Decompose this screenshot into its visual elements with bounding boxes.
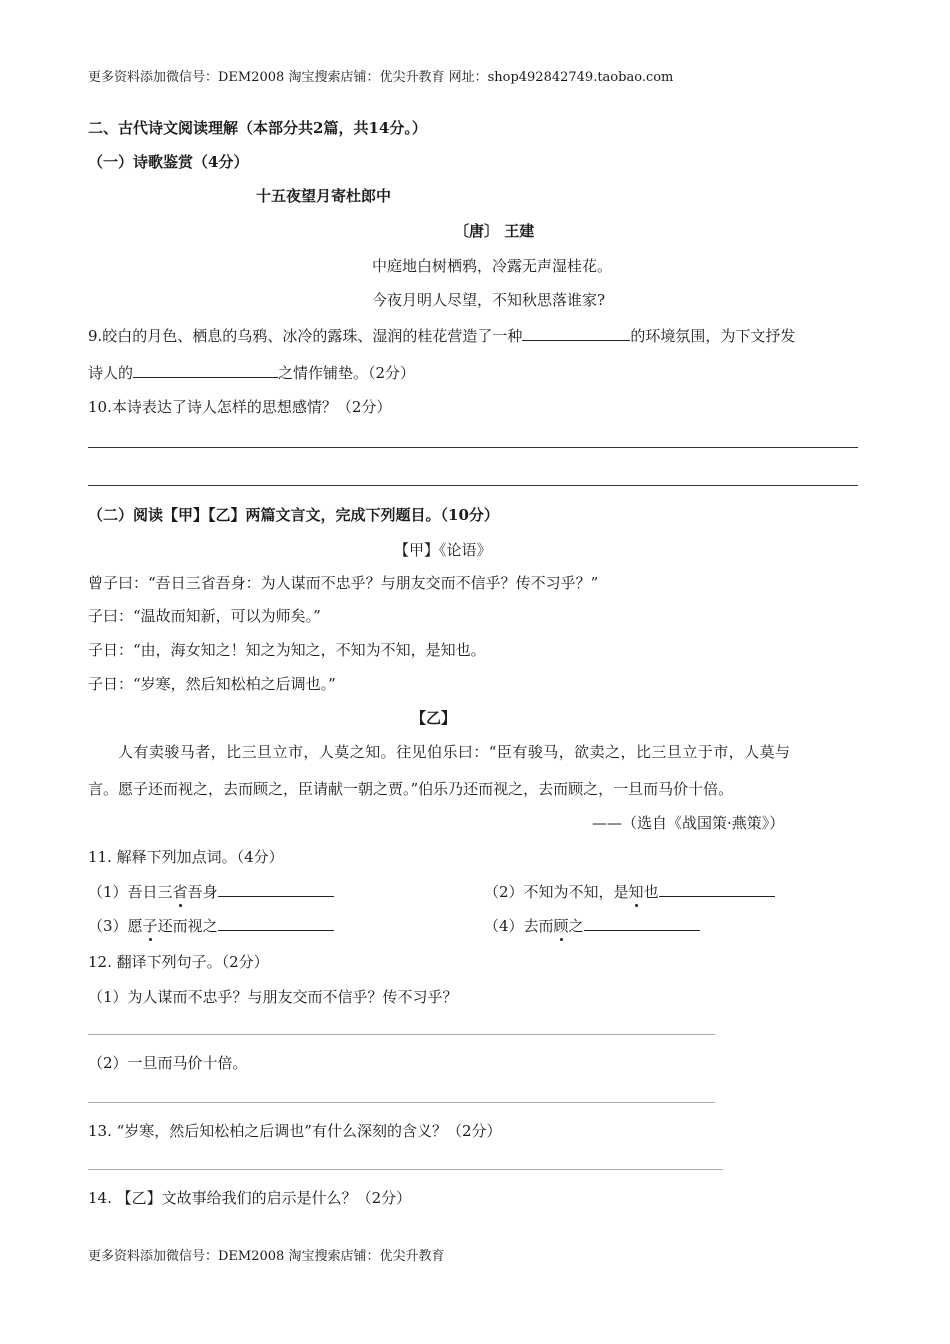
jia-line-3: 子日：“由，海女知之！知之为知之，不知为不知，是知也。 bbox=[88, 641, 486, 659]
q12-item-1: （1）为人谋而不忠乎？与朋友交而不信乎？传不习乎？ bbox=[88, 988, 458, 1006]
jia-line-2: 子曰：“温故而知新，可以为师矣。” bbox=[88, 607, 321, 625]
answer-line[interactable] bbox=[88, 1169, 723, 1170]
poem-line-1: 中庭地白树栖鸦，冷露无声湿桂花。 bbox=[372, 257, 613, 275]
q9-text-b: 的环境氛围，为下文抒发 bbox=[630, 327, 796, 345]
q11-3-dotted-word: 子 bbox=[142, 917, 158, 935]
q9-text-c: 诗人的 bbox=[88, 364, 134, 382]
yi-title: 【乙】 bbox=[411, 709, 457, 727]
q11-3-pre: （3）愿 bbox=[88, 917, 143, 935]
yi-line-1: 人有卖骏马者，比三旦立市，人莫之知。往见伯乐曰：“臣有骏马，欲卖之，比三旦立于市，人莫与 bbox=[118, 743, 791, 761]
question-9-cont bbox=[88, 361, 415, 383]
q11-2-dotted-word: 知 bbox=[628, 883, 644, 901]
q11-3-post: 还而视之 bbox=[157, 917, 218, 935]
part2-title: （二）阅读【甲】【乙】两篇文言文，完成下列题目。（10分） bbox=[88, 506, 499, 524]
q9-text-d: 之情作铺垫。（2分） bbox=[278, 364, 416, 382]
answer-line[interactable] bbox=[88, 1034, 715, 1035]
yi-source: ——（选自《战国策·燕策》） bbox=[592, 814, 785, 832]
part1-title: （一）诗歌鉴赏（4分） bbox=[88, 153, 249, 171]
q11-4-pre: （4）去而 bbox=[484, 917, 554, 935]
jia-line-1: 曾子曰：“吾日三省吾身：为人谋而不忠乎？与朋友交而不信乎？传不习乎？” bbox=[88, 574, 599, 592]
q11-1-blank[interactable] bbox=[218, 880, 334, 897]
q11-4-blank[interactable] bbox=[584, 914, 700, 931]
jia-line-4: 子日：“岁寒，然后知松柏之后调也。” bbox=[88, 675, 336, 693]
question-10: 10.本诗表达了诗人怎样的思想感情？（2分） bbox=[88, 398, 392, 416]
q11-item-4 bbox=[484, 914, 700, 936]
q11-4-dotted-word: 顾 bbox=[553, 917, 569, 935]
q11-3-blank[interactable] bbox=[218, 914, 334, 931]
q9-blank-2[interactable] bbox=[133, 361, 278, 378]
q11-2-pre: （2）不知为不知，是 bbox=[484, 883, 629, 901]
question-14: 14. 【乙】文故事给我们的启示是什么？（2分） bbox=[88, 1189, 412, 1207]
poem-line-2: 今夜月明人尽望，不知秋思落谁家? bbox=[372, 291, 606, 309]
page-footer: 更多资料添加微信号：DEM2008 淘宝搜索店铺：优尖升教育 bbox=[88, 1249, 445, 1264]
section-title: 二、古代诗文阅读理解（本部分共2篇，共14分。） bbox=[88, 119, 427, 137]
poem-title: 十五夜望月寄杜郎中 bbox=[256, 187, 392, 205]
q11-item-3 bbox=[88, 914, 334, 936]
q11-1-pre: （1）吾日三 bbox=[88, 883, 173, 901]
question-13: 13. “岁寒，然后知松柏之后调也”有什么深刻的含义？（2分） bbox=[88, 1122, 502, 1140]
q11-4-post: 之 bbox=[568, 917, 584, 935]
q11-2-post: 也 bbox=[643, 883, 659, 901]
q11-2-blank[interactable] bbox=[659, 880, 775, 897]
answer-line[interactable] bbox=[88, 1102, 715, 1103]
q11-1-post: 吾身 bbox=[187, 883, 218, 901]
q12-item-2: （2）一旦而马价十倍。 bbox=[88, 1054, 248, 1072]
q9-blank-1[interactable] bbox=[522, 324, 630, 341]
answer-line[interactable] bbox=[88, 447, 858, 448]
q11-item-1 bbox=[88, 880, 334, 902]
answer-line[interactable] bbox=[88, 485, 858, 486]
jia-title: 【甲】《论语》 bbox=[394, 541, 492, 559]
poem-author: 〔唐〕 王建 bbox=[454, 222, 535, 240]
q11-1-dotted-word: 省 bbox=[172, 883, 188, 901]
yi-line-2: 言。愿子还而视之，去而顾之，臣请献一朝之贾。”伯乐乃还而视之，去而顾之，一旦而马价十倍。 bbox=[88, 780, 734, 798]
q9-text-a: 9.皎白的月色、栖息的乌鸦、冰冷的露珠、湿润的桂花营造了一种 bbox=[88, 327, 523, 345]
question-9 bbox=[88, 324, 795, 346]
question-11: 11. 解释下列加点词。（4分） bbox=[88, 848, 284, 866]
page-header: 更多资料添加微信号：DEM2008 淘宝搜索店铺：优尖升教育 网址：shop492842749.taobao.com bbox=[88, 70, 674, 85]
question-12: 12. 翻译下列句子。（2分） bbox=[88, 953, 269, 971]
q11-item-2 bbox=[484, 880, 775, 902]
